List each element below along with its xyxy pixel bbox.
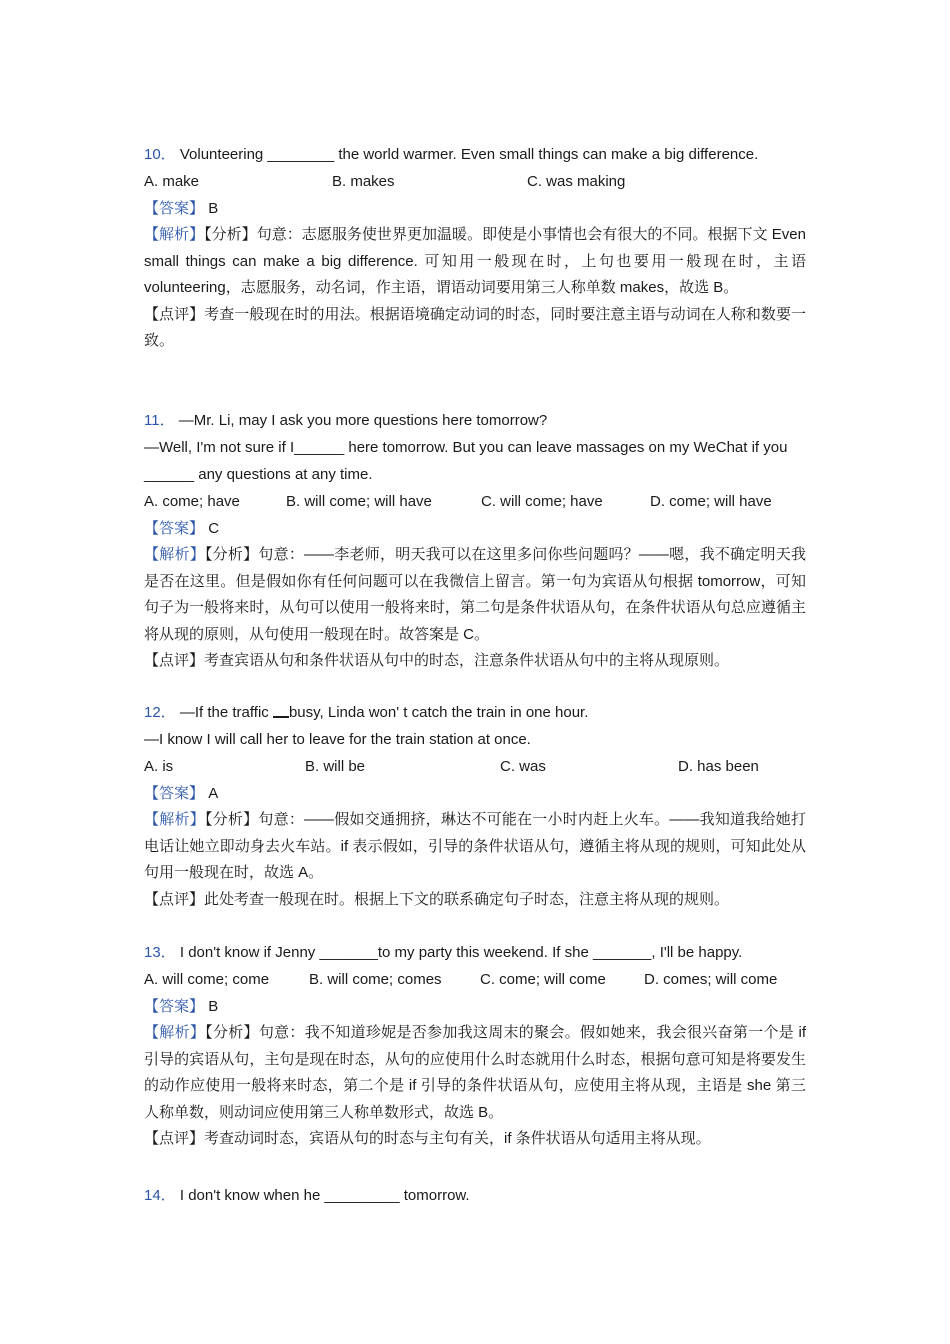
question-10 [144, 141, 806, 355]
comment-paragraph: 【点评】考查宾语从句和条件状语从句中的时态，注意条件状语从句中的主将从现原则。 [144, 652, 730, 669]
option-b: B. makes [332, 173, 395, 190]
analysis-text: 【分析】句意：志愿服务使世界更加温暖。即使是小事情也会有很大的不同。根据下文 Even small things can make a big difference. 可知用一般现在时，上句也要用一般现在时，主语 volunteering，志愿服务，动名词，作主语，谓语动词要用第三人称单数 makes，故选 B。 [144, 226, 806, 296]
question-13 [144, 939, 806, 1153]
stem-text: I don't know when he _________ tomorrow. [179, 1187, 470, 1204]
answer-line [144, 195, 806, 222]
option-b: B. will come; will have [286, 493, 432, 510]
comment-paragraph: 【点评】考查动词时态，宾语从句的时态与主句有关，if 条件状语从句适用主将从现。 [144, 1130, 711, 1147]
answer-tag: 【答案】 [144, 200, 205, 217]
stem-text-a: —If the traffic [179, 704, 273, 721]
analysis-paragraph [144, 222, 806, 302]
question-stem [144, 939, 806, 966]
option-c: C. come; will come [480, 971, 606, 988]
analysis-tag: 【解析】 [144, 226, 205, 243]
answer-value: C [208, 520, 220, 537]
question-stem [144, 1182, 806, 1209]
analysis-text: 【分析】句意：——假如交通拥挤，琳达不可能在一小时内赶上火车。——我知道我给她打电话让她立即动身去火车站。if 表示假如，引导的条件状语从句，遵循主将从现的规则，可知此处从句用一般现在时，故选 A。 [144, 811, 806, 881]
answer-tag: 【答案】 [144, 520, 205, 537]
analysis-paragraph [144, 1020, 806, 1126]
comment-paragraph: 【点评】此处考查一般现在时。根据上下文的联系确定句子时态，注意主将从现的规则。 [144, 890, 730, 908]
question-number: 11． [144, 412, 175, 429]
answer-line [144, 515, 806, 542]
question-number: 10． [144, 146, 176, 163]
answer-blank [273, 702, 289, 718]
options-row [144, 168, 806, 195]
analysis-tag: 【解析】 [144, 811, 205, 828]
analysis-paragraph [144, 542, 806, 648]
question-number: 12． [144, 704, 176, 721]
question-number: 14． [144, 1187, 176, 1204]
option-a: A. make [144, 173, 200, 190]
stem-text: Volunteering ________ the world warmer. Even small things can make a big difference. [179, 146, 759, 163]
answer-tag: 【答案】 [144, 785, 205, 802]
question-stem [144, 141, 806, 168]
option-a: A. come; have [144, 493, 240, 510]
question-14 [144, 1182, 806, 1209]
comment-paragraph: 【点评】考查一般现在时的用法。根据语境确定动词的时态，同时要注意主语与动词在人称和数要一致。 [144, 305, 806, 349]
answer-value: B [208, 998, 219, 1015]
answer-line [144, 780, 806, 807]
options-row [144, 488, 806, 515]
question-number: 13． [144, 944, 176, 961]
stem-text: —Mr. Li, may I ask you more questions here tomorrow? [178, 412, 548, 429]
option-b: B. will be [305, 758, 366, 775]
option-d: D. comes; will come [644, 971, 778, 988]
option-d: D. come; will have [650, 493, 772, 510]
option-b: B. will come; comes [309, 971, 442, 988]
analysis-tag: 【解析】 [144, 1024, 206, 1041]
analysis-text: 【分析】句意：我不知道珍妮是否参加我这周末的聚会。假如她来，我会很兴奋第一个是 if 引导的宾语从句，主句是现在时态，从句的应使用什么时态就用什么时态，根据句意可知是将要发生的动作应使用一般将来时态，第二个是 if 引导的条件状语从句，应使用主将从现，主语是 she 第三人称单数，则动词应使用第三人称单数形式，故选 B。 [144, 1024, 806, 1121]
analysis-tag: 【解析】 [144, 546, 205, 563]
question-11 [144, 407, 806, 675]
option-d: D. has been [678, 758, 759, 775]
option-a: A. is [144, 758, 174, 775]
stem-text: —I know I will call her to leave for the train station at once. [144, 731, 531, 748]
option-a: A. will come; come [144, 971, 270, 988]
option-c: C. was making [527, 173, 626, 190]
question-12 [144, 699, 806, 913]
question-stem [144, 699, 806, 726]
answer-value: A [208, 785, 219, 802]
stem-text-b: busy, Linda won' t catch the train in one hour. [288, 704, 589, 721]
option-c: C. will come; have [481, 493, 603, 510]
answer-value: B [208, 200, 219, 217]
answer-line [144, 993, 806, 1020]
analysis-text: 【分析】句意：——李老师，明天我可以在这里多问你些问题吗？——嗯，我不确定明天我是否在这里。但是假如你有任何问题可以在我微信上留言。第一句为宾语从句根据 tomorrow，可知句子为一般将来时，从句可以使用一般将来时，第二句是条件状语从句，在条件状语从句总应遵循主将从现的原则，从句使用一般现在时。故答案是 C。 [144, 546, 806, 643]
analysis-paragraph [144, 807, 806, 887]
stem-text: ______ any questions at any time. [144, 466, 373, 483]
answer-tag: 【答案】 [144, 998, 205, 1015]
stem-text: I don't know if Jenny _______to my party this weekend. If she _______, I'll be happy. [179, 944, 743, 961]
question-stem [144, 407, 806, 434]
options-row [144, 966, 806, 993]
options-row [144, 753, 806, 780]
stem-text: —Well, I'm not sure if I______ here tomorrow. But you can leave massages on my WeChat if you [144, 439, 788, 456]
option-c: C. was [500, 758, 546, 775]
